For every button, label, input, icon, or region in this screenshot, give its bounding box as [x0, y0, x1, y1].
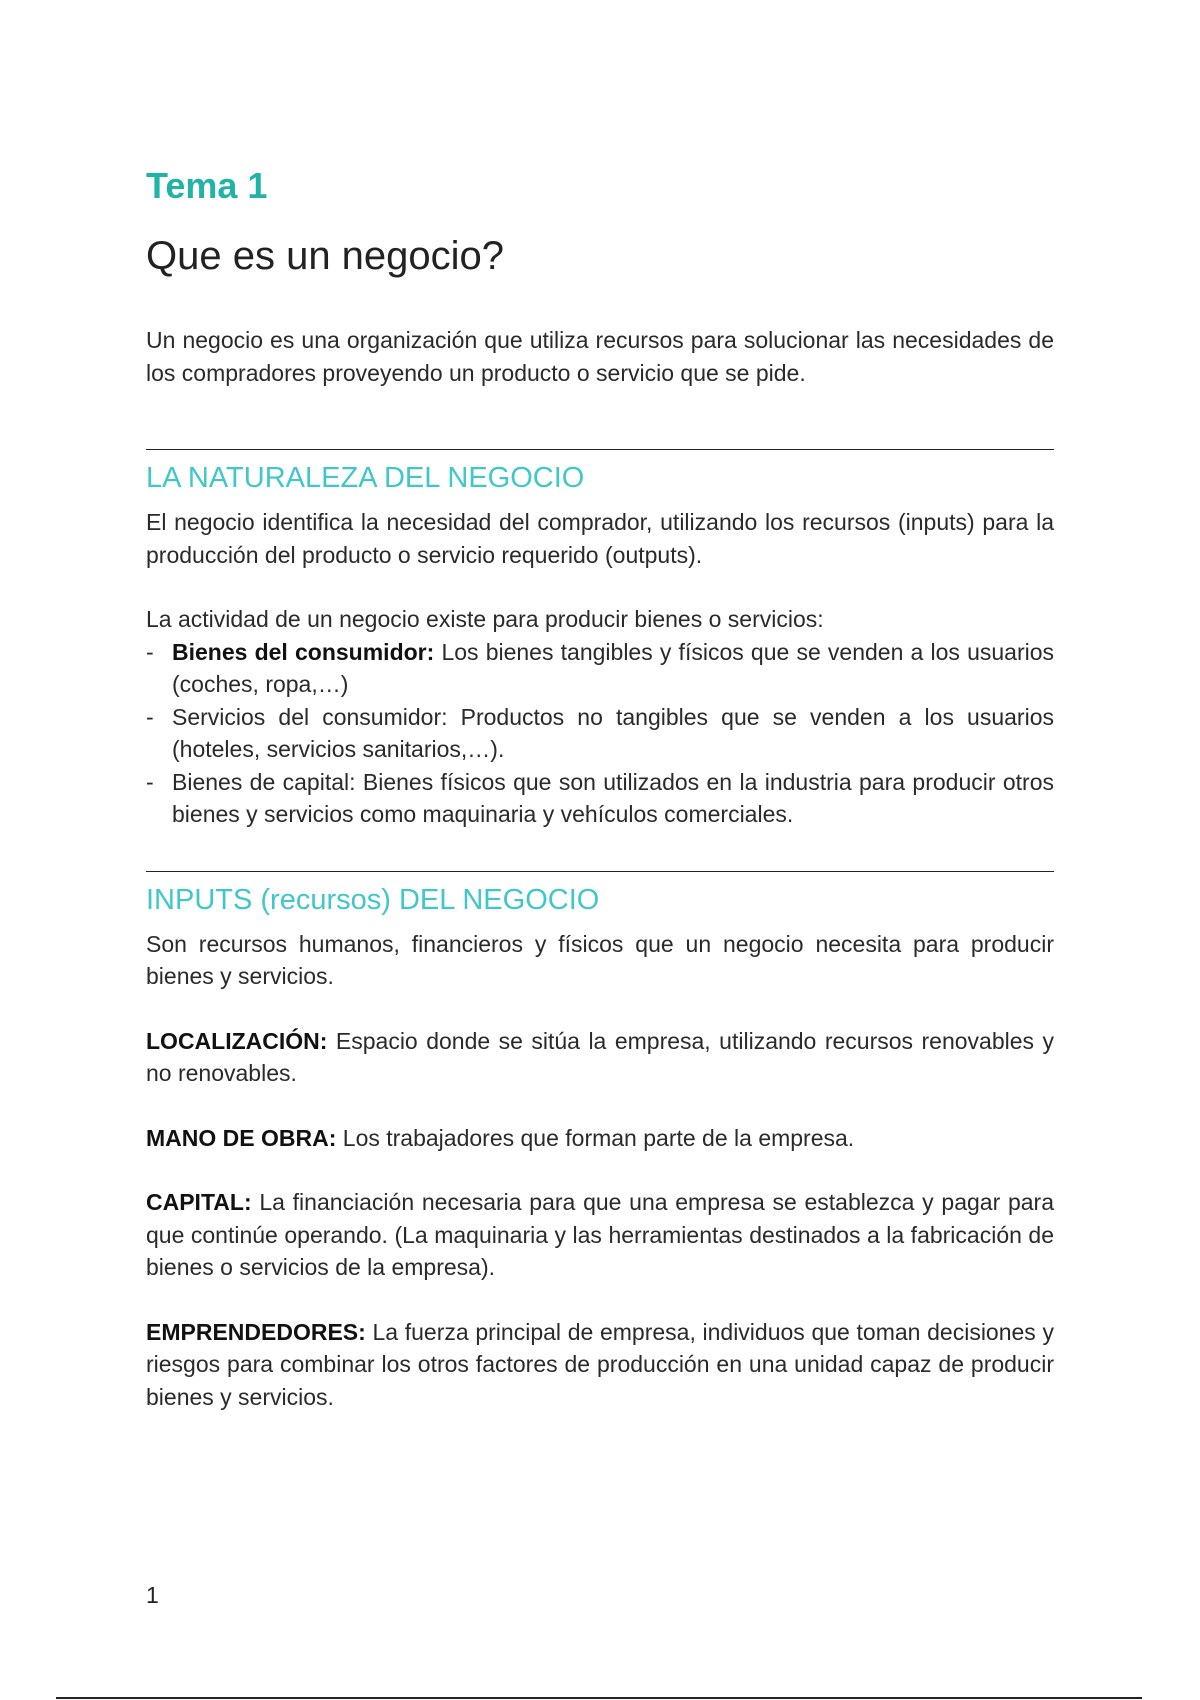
- list-item: [146, 766, 1054, 831]
- dash-bullet: -: [146, 703, 154, 730]
- section-divider: [146, 449, 1054, 450]
- list-item-text: Bienes de capital: Bienes físicos que son utilizados en la industria para producir otros bienes y servicios como maquinaria y vehículos comerciales.: [172, 768, 1054, 827]
- page-title: Que es un negocio?: [146, 234, 505, 278]
- naturaleza-list-intro: La actividad de un negocio existe para producir bienes o servicios:: [146, 606, 824, 632]
- intro-paragraph: Un negocio es una organización que utiliza recursos para solucionar las necesidades de los compradores proveyendo un producto o servicio que se pide.: [146, 327, 1054, 386]
- localizacion-paragraph: [146, 1025, 1054, 1090]
- term-label: LOCALIZACIÓN:: [146, 1027, 328, 1054]
- footer-divider: [56, 1697, 1142, 1699]
- dash-bullet: -: [146, 638, 154, 665]
- dash-bullet: -: [146, 768, 154, 795]
- term-text: La financiación necesaria para que una empresa se establezca y pagar para que continúe operando. (La maquinaria y las herramientas destinados a la fabricación de bienes o servicios de la empresa).: [146, 1189, 1054, 1280]
- term-label: EMPRENDEDORES:: [146, 1318, 366, 1345]
- capital-paragraph: [146, 1186, 1054, 1284]
- list-item-text: Los bienes tangibles y físicos que se venden a los usuarios (coches, ropa,…): [172, 638, 1054, 697]
- term-text: Los trabajadores que forman parte de la empresa.: [336, 1124, 855, 1151]
- term-label: CAPITAL:: [146, 1189, 252, 1215]
- goods-list: [146, 636, 1054, 831]
- list-item: [146, 636, 1054, 701]
- naturaleza-paragraph: El negocio identifica la necesidad del comprador, utilizando los recursos (inputs) para la producción del producto o servicio requerido (outputs).: [146, 509, 1054, 568]
- section-divider: [146, 871, 1054, 872]
- list-item-term: Bienes del consumidor:: [172, 638, 435, 665]
- list-item-text: Servicios del consumidor: Productos no tangibles que se venden a los usuarios (hoteles, servicios sanitarios,…).: [172, 703, 1054, 762]
- term-label: MANO DE OBRA:: [146, 1124, 337, 1151]
- section-heading-inputs: INPUTS (recursos) DEL NEGOCIO: [146, 883, 600, 916]
- term-text: La fuerza principal de empresa, individuos que toman decisiones y riesgos para combinar los otros factores de producción en una unidad capaz de producir bienes y servicios.: [146, 1318, 1054, 1410]
- section-heading-naturaleza: LA NATURALEZA DEL NEGOCIO: [146, 462, 585, 494]
- list-item: [146, 701, 1054, 766]
- document-page: [146, 160, 1054, 1413]
- term-text: Espacio donde se sitúa la empresa, utilizando recursos renovables y no renovables.: [146, 1027, 1054, 1086]
- inputs-paragraph: Son recursos humanos, financieros y físicos que un negocio necesita para producir bienes y servicios.: [146, 930, 1054, 989]
- emprendedores-paragraph: [146, 1316, 1054, 1414]
- mano-obra-paragraph: [146, 1122, 1054, 1155]
- topic-label: Tema 1: [146, 165, 268, 206]
- page-number: 1: [146, 1582, 159, 1608]
